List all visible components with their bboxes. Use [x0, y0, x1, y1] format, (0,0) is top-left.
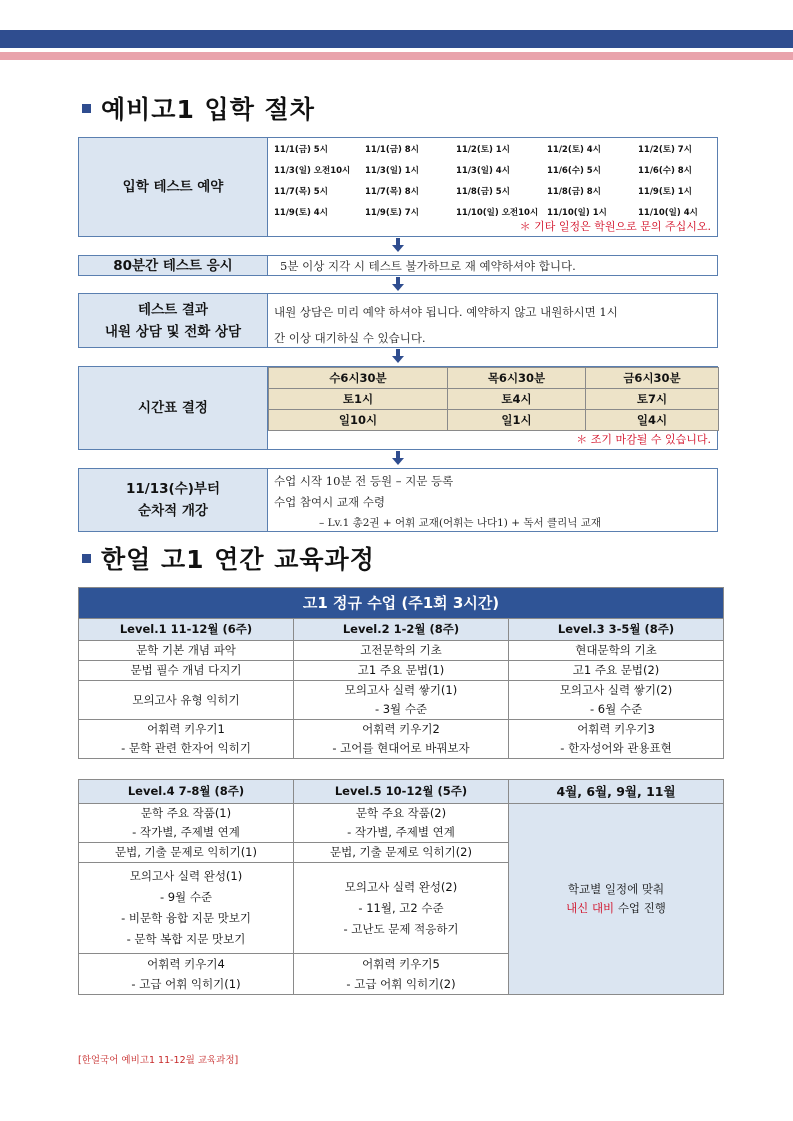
step-label — [79, 469, 268, 531]
schedule-slot: 11/6(수) 5시 — [547, 166, 601, 176]
timetable-slot: 일10시 — [269, 410, 448, 431]
step-content — [268, 138, 717, 236]
schedule-slot: 11/7(목) 5시 — [274, 187, 328, 197]
cell-line: - 문학 복합 지문 맛보기 — [126, 932, 246, 946]
table-cell — [79, 804, 294, 843]
cell-line: 학교별 일정에 맞춰 — [567, 882, 665, 896]
table-cell — [294, 863, 509, 954]
step-text-line: – Lv.1 총2권 + 어휘 교재(어휘는 나다1) + 독서 클리닉 교재 — [319, 517, 602, 529]
bullet-square-icon — [82, 104, 91, 113]
step-text-line: 수업 시작 10분 전 등원 – 지문 등록 — [274, 474, 454, 488]
cell-line: 모의고사 실력 완성(1) — [129, 869, 243, 883]
timetable-slot: 토7시 — [586, 389, 719, 410]
schedule-note: ＊ 기타 일정은 학원으로 문의 주십시오. — [519, 220, 711, 233]
cell-line: - 고난도 문제 적응하기 — [343, 921, 459, 936]
arrow-down-icon — [392, 451, 404, 465]
step-label-line: 내원 상담 및 전화 상담 — [104, 323, 242, 340]
table-cell — [509, 720, 724, 759]
table-header: Level.4 7-8월 (8주) — [79, 780, 294, 804]
schedule-slot: 11/3(일) 4시 — [456, 166, 510, 176]
step-text-line: 수업 참여시 교재 수령 — [274, 495, 385, 509]
schedule-slot: 11/10(일) 4시 — [638, 208, 698, 218]
step-label — [79, 138, 268, 236]
school-exam-cell — [509, 804, 724, 995]
cell-line: - 고급 어휘 익히기(2) — [346, 977, 456, 991]
step-content — [268, 367, 717, 449]
table-cell — [79, 954, 294, 995]
cell-line: 어휘력 키우기1 — [147, 722, 225, 736]
step-label — [79, 256, 268, 275]
step-content — [268, 469, 717, 531]
cell-line: 어휘력 키우기3 — [577, 722, 655, 736]
step-label — [79, 294, 268, 347]
table-cell: 문법 필수 개념 다지기 — [79, 661, 294, 681]
table-cell: 문법, 기출 문제로 익히기(2) — [294, 843, 509, 863]
timetable-slot: 수6시30분 — [269, 368, 448, 389]
table-cell — [294, 804, 509, 843]
cell-line: 문학 주요 작품(1) — [140, 806, 232, 820]
timetable-options — [268, 367, 719, 431]
table-cell: 현대문학의 기초 — [509, 641, 724, 661]
table-cell — [294, 720, 509, 759]
cell-line: - 9월 수준 — [159, 890, 213, 904]
header-band-blue — [0, 30, 793, 48]
table-header: Level.5 10-12월 (5주) — [294, 780, 509, 804]
table-cell — [79, 863, 294, 954]
arrow-down-icon — [392, 238, 404, 252]
table-cell — [294, 681, 509, 720]
schedule-slot: 11/8(금) 5시 — [456, 187, 510, 197]
timetable-slot: 일1시 — [448, 410, 586, 431]
cell-line: - 작가별, 주제별 연계 — [132, 825, 240, 839]
schedule-slot: 11/2(토) 1시 — [456, 145, 510, 155]
cell-line: 어휘력 키우기2 — [362, 722, 440, 736]
step-label-line: 11/13(수)부터 — [126, 481, 220, 497]
cell-line: - 6월 수준 — [589, 702, 643, 716]
cell-line: - 한자성어와 관용표현 — [560, 741, 672, 755]
timetable-slot: 토4시 — [448, 389, 586, 410]
schedule-slot: 11/10(일) 1시 — [547, 208, 607, 218]
schedule-slot: 11/9(토) 4시 — [274, 208, 328, 218]
step-label — [79, 367, 268, 449]
step-text-line: 내원 상담은 미리 예약 하셔야 됩니다. 예약하지 않고 내원하시면 1시 — [274, 305, 618, 319]
schedule-slot: 11/10(일) 오전10시 — [456, 208, 539, 218]
step-80min-test — [78, 255, 718, 276]
footer-caption: [한얼국어 예비고1 11-12월 교육과정] — [78, 1055, 239, 1066]
cell-line: - 고어를 현대어로 바꿔보자 — [332, 741, 470, 755]
step-content — [268, 294, 717, 347]
schedule-slot: 11/9(토) 7시 — [365, 208, 419, 218]
table-cell — [509, 681, 724, 720]
cell-text: 수업 진행 — [614, 901, 666, 915]
step-text — [274, 299, 618, 351]
section-title-text: 예비고1 입학 절차 — [101, 95, 315, 124]
cell-line: - 11월, 고2 수준 — [358, 900, 444, 915]
cell-line: 모의고사 유형 익히기 — [132, 692, 240, 707]
schedule-slot: 11/1(금) 5시 — [274, 145, 328, 155]
schedule-slot: 11/3(일) 1시 — [365, 166, 419, 176]
section-title-text: 한얼 고1 연간 교육과정 — [101, 545, 375, 574]
timetable-slot: 목6시30분 — [448, 368, 586, 389]
step-text-line: 간 이상 대기하실 수 있습니다. — [274, 331, 426, 345]
timetable-slot: 일4시 — [586, 410, 719, 431]
step-test-reservation — [78, 137, 718, 237]
highlight-text: 내신 대비 — [566, 901, 615, 915]
table-cell: 문학 기본 개념 파악 — [79, 641, 294, 661]
step-text: 5분 이상 지각 시 테스트 불가하므로 재 예약하셔야 합니다. — [280, 259, 576, 273]
arrow-down-icon — [392, 349, 404, 363]
timetable-slot: 금6시30분 — [586, 368, 719, 389]
step-text — [274, 471, 601, 534]
schedule-slot: 11/2(토) 7시 — [638, 145, 692, 155]
table-header: Level.1 11-12월 (6주) — [79, 619, 294, 641]
cell-line — [509, 899, 723, 918]
table-cell: 고1 주요 문법(1) — [294, 661, 509, 681]
cell-line: 어휘력 키우기4 — [147, 957, 225, 971]
step-label-text: 시간표 결정 — [138, 400, 208, 416]
step-consultation — [78, 293, 718, 348]
cell-line: - 문학 관련 한자어 익히기 — [121, 741, 251, 755]
table-title: 고1 정규 수업 (주1회 3시간) — [79, 588, 724, 619]
schedule-slot: 11/6(수) 8시 — [638, 166, 692, 176]
cell-line: - 작가별, 주제별 연계 — [347, 825, 455, 839]
schedule-slot: 11/7(목) 8시 — [365, 187, 419, 197]
table-cell — [79, 681, 294, 720]
table-cell: 문법, 기출 문제로 익히기(1) — [79, 843, 294, 863]
reservation-schedule — [274, 142, 714, 226]
table-cell — [294, 954, 509, 995]
cell-line: - 3월 수준 — [374, 702, 428, 716]
step-timetable — [78, 366, 718, 450]
table-header: Level.3 3-5월 (8주) — [509, 619, 724, 641]
schedule-slot: 11/8(금) 8시 — [547, 187, 601, 197]
schedule-slot: 11/2(토) 4시 — [547, 145, 601, 155]
table-header: Level.2 1-2월 (8주) — [294, 619, 509, 641]
step-label-text: 80분간 테스트 응시 — [113, 257, 233, 274]
step-content — [268, 256, 717, 275]
schedule-slot: 11/1(금) 8시 — [365, 145, 419, 155]
section-title-curriculum — [82, 540, 375, 576]
bullet-square-icon — [82, 554, 91, 563]
cell-line: 모의고사 실력 쌓기(1) — [344, 683, 458, 697]
table-header: 4월, 6월, 9월, 11월 — [509, 780, 724, 804]
table-cell: 고1 주요 문법(2) — [509, 661, 724, 681]
cell-line: - 고급 어휘 익히기(1) — [131, 977, 241, 991]
step-label-line: 순차적 개강 — [138, 503, 208, 519]
step-label-text: 입학 테스트 예약 — [122, 179, 224, 195]
schedule-slot: 11/9(토) 1시 — [638, 187, 692, 197]
arrow-down-icon — [392, 277, 404, 291]
cell-line: 모의고사 실력 완성(2) — [344, 879, 458, 894]
table-cell: 고전문학의 기초 — [294, 641, 509, 661]
timetable-note: ＊ 조기 마감될 수 있습니다. — [576, 433, 711, 446]
curriculum-table-advanced — [78, 779, 724, 995]
cell-line: 어휘력 키우기5 — [362, 957, 440, 971]
header-band-pink — [0, 52, 793, 60]
cell-line: 문학 주요 작품(2) — [355, 806, 447, 820]
table-cell — [79, 720, 294, 759]
section-title-admission — [82, 90, 315, 126]
cell-line: 모의고사 실력 쌓기(2) — [559, 683, 673, 697]
schedule-slot: 11/3(일) 오전10시 — [274, 166, 351, 176]
timetable-slot: 토1시 — [269, 389, 448, 410]
step-label-line: 테스트 결과 — [138, 301, 208, 318]
step-class-start — [78, 468, 718, 532]
cell-line: - 비문학 융합 지문 맛보기 — [121, 911, 251, 925]
curriculum-table-regular — [78, 587, 724, 759]
